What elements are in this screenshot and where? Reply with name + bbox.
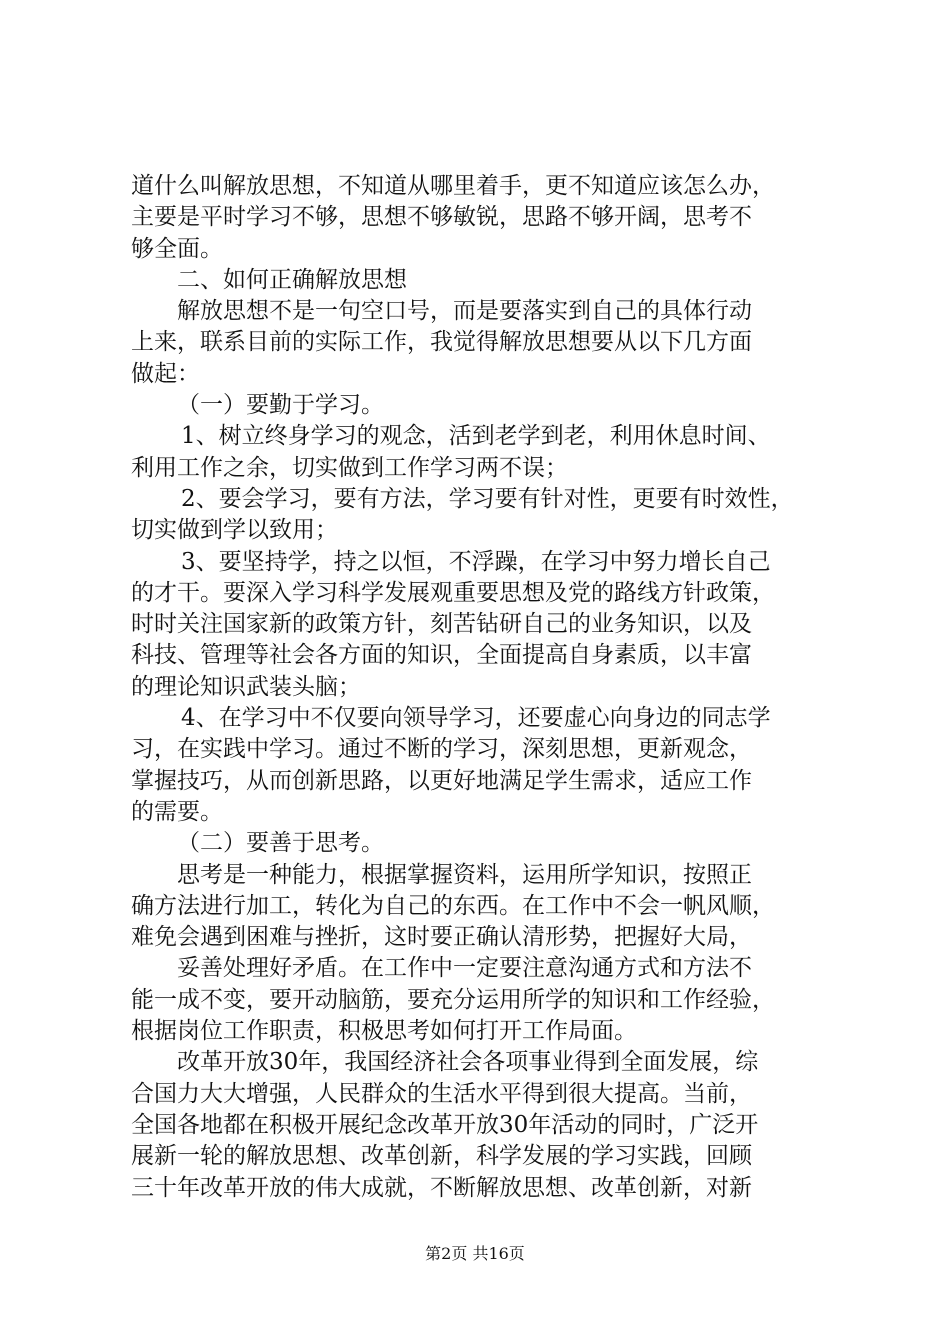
text-line: 够全面。 [131, 235, 223, 262]
page-footer: 第2页 共16页 [425, 1244, 525, 1263]
text-line: 三十年改革开放的伟大成就，不断解放思想、改革创新，对新 [131, 1174, 752, 1201]
text-line: 科技、管理等社会各方面的知识，全面提高自身素质，以丰富 [131, 642, 752, 669]
body-text [131, 171, 831, 1204]
text-line: 根据岗位工作职责，积极思考如何打开工作局面。 [131, 1018, 637, 1045]
text-line: 上来，联系目前的实际工作，我觉得解放思想要从以下几方面 [131, 329, 752, 356]
text-line: 妥善处理好矛盾。在工作中一定要注意沟通方式和方法不 [177, 955, 752, 982]
text-line: 合国力大大增强，人民群众的生活水平得到很大提高。当前， [131, 1080, 752, 1107]
text-line: 解放思想不是一句空口号，而是要落实到自己的具体行动 [177, 298, 752, 325]
text-line: 道什么叫解放思想，不知道从哪里着手，更不知道应该怎么办， [131, 173, 775, 199]
text-line: 确方法进行加工，转化为自己的东西。在工作中不会一帆风顺， [131, 892, 775, 919]
subsection-heading: （一）要勤于学习。 [177, 392, 384, 419]
text-line: 掌握技巧，从而创新思路，以更好地满足学生需求，适应工作 [131, 767, 752, 794]
text-line: 做起： [131, 360, 200, 387]
text-line: 改革开放30年，我国经济社会各项事业得到全面发展，综 [177, 1049, 759, 1076]
text-line: 2、要会学习，要有方法，学习要有针对性，更要有时效性， [181, 485, 794, 512]
section-heading: 二、如何正确解放思想 [177, 266, 407, 293]
subsection-heading: （二）要善于思考。 [177, 830, 384, 857]
text-line: 全国各地都在积极开展纪念改革开放30年活动的同时，广泛开 [131, 1111, 759, 1138]
text-line: 主要是平时学习不够，思想不够敏锐，思路不够开阔，思考不 [131, 204, 752, 231]
text-line: 展新一轮的解放思想、改革创新，科学发展的学习实践，回顾 [131, 1143, 752, 1170]
text-line: 思考是一种能力，根据掌握资料，运用所学知识，按照正 [177, 861, 752, 888]
text-line: 难免会遇到困难与挫折，这时要正确认清形势，把握好大局， [131, 924, 752, 951]
text-line: 的才干。要深入学习科学发展观重要思想及党的路线方针政策， [131, 579, 775, 606]
text-line: 利用工作之余，切实做到工作学习两不误； [131, 454, 568, 481]
text-line: 4、在学习中不仅要向领导学习，还要虚心向身边的同志学 [181, 705, 771, 732]
text-line: 的理论知识武装头脑； [131, 673, 361, 700]
text-line: 时时关注国家新的政策方针，刻苦钻研自己的业务知识，以及 [131, 611, 752, 638]
text-line: 3、要坚持学，持之以恒，不浮躁，在学习中努力增长自己 [181, 548, 771, 575]
text-line: 1、树立终身学习的观念，活到老学到老，利用休息时间、 [181, 423, 771, 450]
text-line: 的需要。 [131, 798, 223, 825]
text-line: 切实做到学以致用； [131, 517, 338, 544]
text-line: 能一成不变，要开动脑筋，要充分运用所学的知识和工作经验， [131, 986, 775, 1013]
text-line: 习，在实践中学习。通过不断的学习，深刻思想，更新观念， [131, 736, 752, 763]
